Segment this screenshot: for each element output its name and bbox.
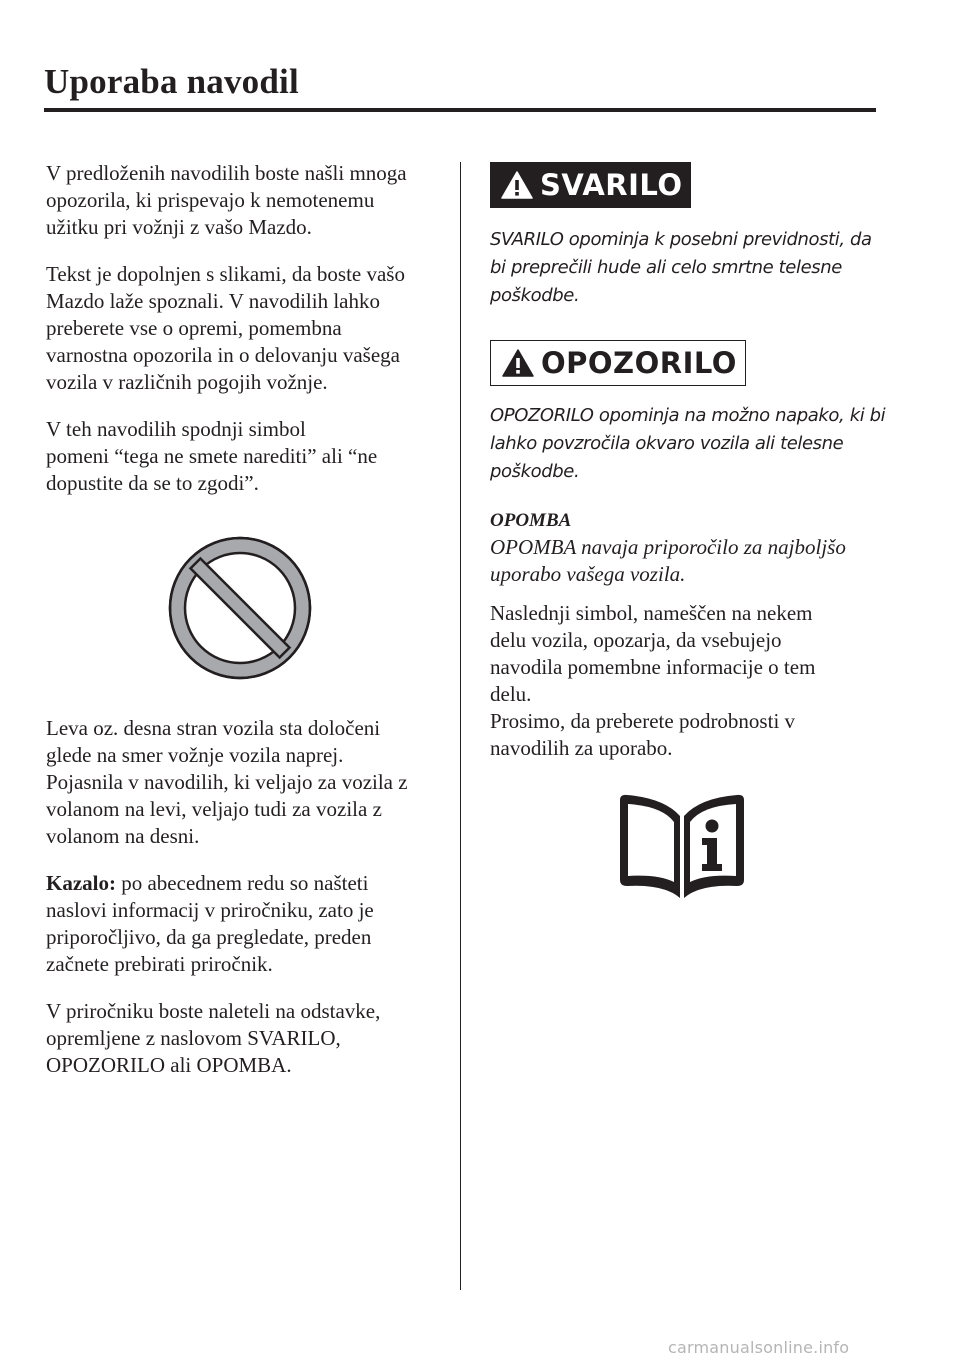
opomba-description: OPOMBA navaja priporočilo za najboljšo uporabo vašega vozila.	[490, 535, 846, 586]
headings-paragraph: V priročniku boste naleteli na odstavke, opremljene z naslovom SVARILO, OPOZORILO ali OPOMBA.	[46, 999, 381, 1077]
svarilo-label: SVARILO	[540, 168, 683, 202]
left-column	[46, 160, 446, 1079]
watermark-text: carmanualsonline.info	[668, 1338, 850, 1357]
opozorilo-description: OPOZORILO opominja na možno napako, ki bi lahko povzročila okvaro vozila ali telesne poškodbe.	[490, 405, 886, 482]
right-column	[490, 162, 890, 902]
content-paragraph: Tekst je dopolnjen s slikami, da boste vašo Mazdo laže spoznali. V navodilih lahko preberete vse o opremi, pomembna varnostna opozorila in o delovanju vašega vozila v različnih pogojih vožnje.	[46, 262, 405, 394]
index-text: po abecednem redu so našteti naslovi informacij v priročniku, zato je priporočljivo, da ga pregledate, preden začnete prebirati priročnik.	[46, 871, 374, 976]
symbol-paragraph: V teh navodilih spodnji simbol pomeni “tega ne smete narediti” ali “ne dopustite da se to zgodi”.	[46, 417, 378, 495]
warning-triangle-icon	[500, 170, 534, 200]
title-rule	[44, 108, 876, 112]
warning-triangle-icon	[501, 348, 535, 378]
index-label: Kazalo:	[46, 871, 116, 895]
opozorilo-label: OPOZORILO	[541, 346, 737, 380]
opomba-label: OPOMBA	[490, 510, 572, 531]
manual-symbol-paragraph: Naslednji simbol, nameščen na nekem delu vozila, opozarja, da vsebujejo navodila pomembne informacije o tem delu. Prosimo, da preberete podrobnosti v navodilih za uporabo.	[490, 601, 816, 760]
page-title: Uporaba navodil	[44, 62, 299, 101]
svarilo-description: SVARILO opominja k posebni previdnosti, da bi preprečili hude ali celo smrtne telesne poškodbe.	[490, 229, 872, 306]
prohibition-icon	[167, 535, 313, 681]
intro-paragraph: V predloženih navodilih boste našli mnoga opozorila, ki prispevajo k nemotenemu užitku pri vožnji z vašo Mazdo.	[46, 161, 407, 239]
index-paragraph	[46, 870, 446, 978]
orientation-paragraph: Leva oz. desna stran vozila sta določeni glede na smer vožnje vozila naprej. Pojasnila v navodilih, ki veljajo za vozila z volanom na levi, veljajo tudi za vozila z volanom na desni.	[46, 716, 408, 848]
column-divider	[460, 162, 461, 1290]
svarilo-label-box	[490, 162, 691, 208]
opozorilo-label-box	[490, 340, 746, 386]
manual-book-icon	[614, 794, 750, 902]
